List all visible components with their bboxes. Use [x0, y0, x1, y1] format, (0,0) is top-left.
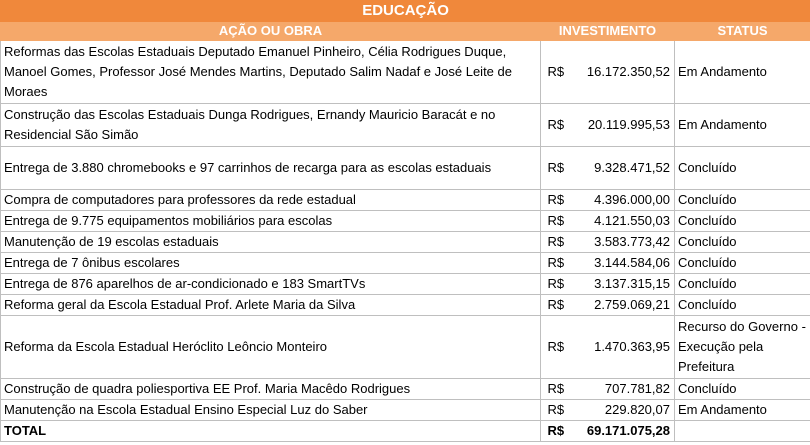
table-row	[1, 379, 810, 400]
table-row	[1, 104, 810, 147]
status-cell: Concluído	[675, 274, 810, 295]
status-cell: Concluído	[675, 295, 810, 316]
total-currency: R$	[541, 421, 571, 442]
table-row	[1, 190, 810, 211]
status-cell: Concluído	[675, 190, 810, 211]
currency-cell: R$	[541, 104, 571, 147]
action-cell: Compra de computadores para professores da rede estadual	[1, 190, 541, 211]
table-row	[1, 274, 810, 295]
investment-value-cell: 707.781,82	[571, 379, 675, 400]
currency-cell: R$	[541, 41, 571, 104]
total-status-empty	[675, 421, 810, 442]
action-cell: Entrega de 876 aparelhos de ar-condicionado e 183 SmartTVs	[1, 274, 541, 295]
status-cell: Concluído	[675, 379, 810, 400]
currency-cell: R$	[541, 232, 571, 253]
currency-cell: R$	[541, 253, 571, 274]
currency-cell: R$	[541, 274, 571, 295]
table-row	[1, 232, 810, 253]
currency-cell: R$	[541, 190, 571, 211]
status-cell: Em Andamento	[675, 104, 810, 147]
currency-cell: R$	[541, 400, 571, 421]
table-row	[1, 211, 810, 232]
status-cell: Concluído	[675, 232, 810, 253]
header-action: AÇÃO OU OBRA	[1, 22, 541, 41]
action-cell: Manutenção na Escola Estadual Ensino Especial Luz do Saber	[1, 400, 541, 421]
table-row	[1, 253, 810, 274]
header-investment: INVESTIMENTO	[541, 22, 675, 41]
currency-cell: R$	[541, 316, 571, 379]
action-cell: Reformas das Escolas Estaduais Deputado Emanuel Pinheiro, Célia Rodrigues Duque, Manoel Gomes, Professor José Mendes Martins, Deputado Salim Nadaf e José Leite de Moraes	[1, 41, 541, 104]
table-row	[1, 316, 810, 379]
investment-value-cell: 2.759.069,21	[571, 295, 675, 316]
investment-value-cell: 229.820,07	[571, 400, 675, 421]
status-cell: Concluído	[675, 147, 810, 190]
currency-cell: R$	[541, 211, 571, 232]
total-label: TOTAL	[1, 421, 541, 442]
currency-cell: R$	[541, 295, 571, 316]
table-row	[1, 41, 810, 104]
action-cell: Reforma geral da Escola Estadual Prof. Arlete Maria da Silva	[1, 295, 541, 316]
table-title: EDUCAÇÃO	[1, 1, 810, 22]
table-row	[1, 147, 810, 190]
currency-cell: R$	[541, 379, 571, 400]
total-value: 69.171.075,28	[571, 421, 675, 442]
status-cell: Concluído	[675, 211, 810, 232]
action-cell: Entrega de 9.775 equipamentos mobiliários para escolas	[1, 211, 541, 232]
action-cell: Construção de quadra poliesportiva EE Prof. Maria Macêdo Rodrigues	[1, 379, 541, 400]
action-cell: Entrega de 3.880 chromebooks e 97 carrinhos de recarga para as escolas estaduais	[1, 147, 541, 190]
action-cell: Reforma da Escola Estadual Heróclito Leôncio Monteiro	[1, 316, 541, 379]
action-cell: Manutenção de 19 escolas estaduais	[1, 232, 541, 253]
action-cell: Entrega de 7 ônibus escolares	[1, 253, 541, 274]
status-cell: Concluído	[675, 253, 810, 274]
status-cell: Em Andamento	[675, 400, 810, 421]
currency-cell: R$	[541, 147, 571, 190]
investment-value-cell: 3.144.584,06	[571, 253, 675, 274]
investment-value-cell: 4.396.000,00	[571, 190, 675, 211]
investment-value-cell: 20.119.995,53	[571, 104, 675, 147]
investment-value-cell: 3.583.773,42	[571, 232, 675, 253]
status-cell: Em Andamento	[675, 41, 810, 104]
total-row	[1, 421, 810, 442]
table-header-row	[1, 22, 810, 41]
table-row	[1, 295, 810, 316]
investment-value-cell: 4.121.550,03	[571, 211, 675, 232]
investment-value-cell: 9.328.471,52	[571, 147, 675, 190]
table-row	[1, 400, 810, 421]
table-title-row	[1, 1, 810, 22]
header-status: STATUS	[675, 22, 810, 41]
investment-value-cell: 16.172.350,52	[571, 41, 675, 104]
status-cell: Recurso do Governo - Execução pela Prefeitura	[675, 316, 810, 379]
action-cell: Construção das Escolas Estaduais Dunga Rodrigues, Ernandy Mauricio Baracát e no Residencial São Simão	[1, 104, 541, 147]
table-body	[1, 41, 810, 421]
investment-value-cell: 3.137.315,15	[571, 274, 675, 295]
investment-value-cell: 1.470.363,95	[571, 316, 675, 379]
